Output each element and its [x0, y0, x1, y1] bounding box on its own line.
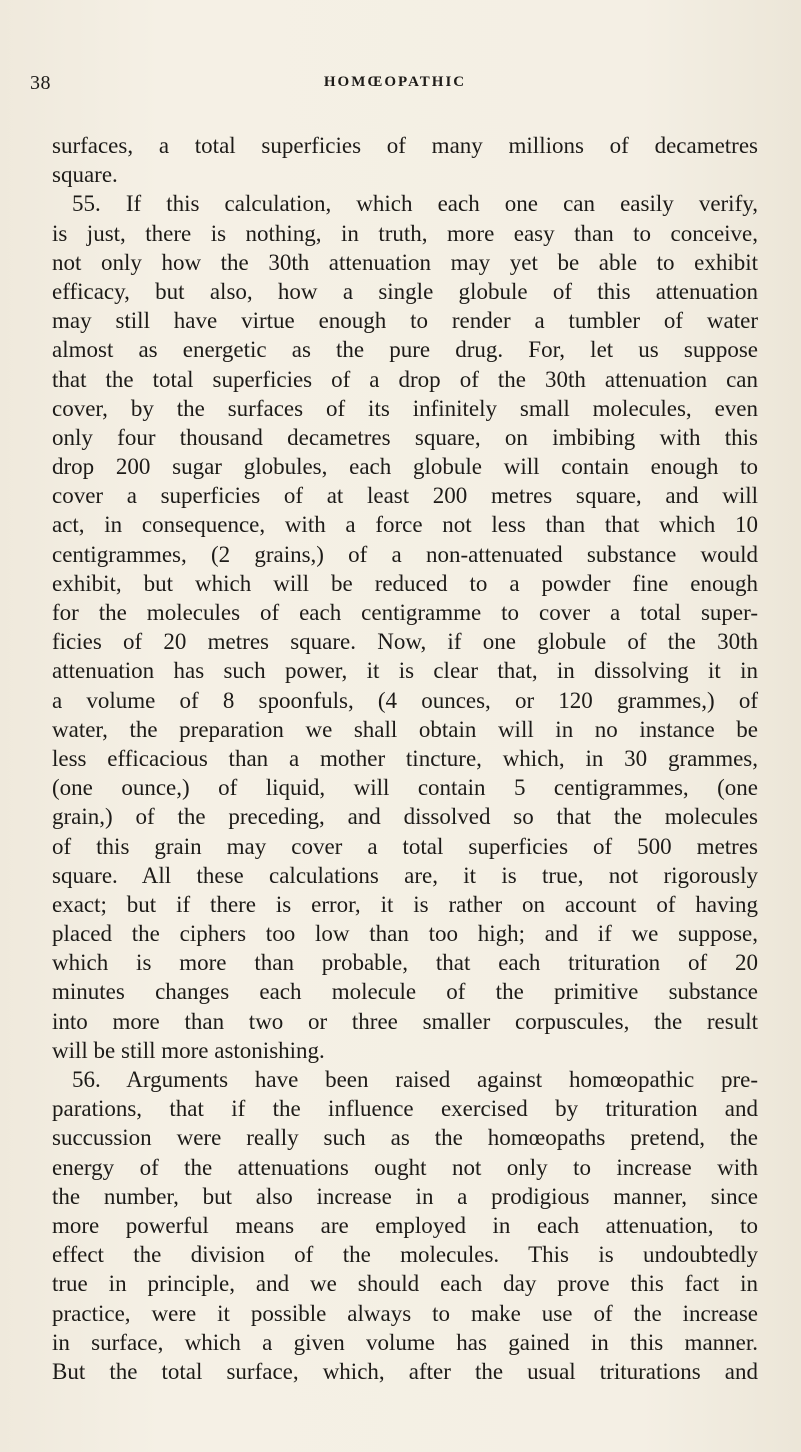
text-line: placed the ciphers too low than too high; and if we suppose, — [52, 921, 758, 947]
text-line: will be still more astonishing. — [52, 1037, 325, 1063]
text-line: 56. Arguments have been raised against homœopathic pre- — [72, 1067, 758, 1092]
text-line: exact; but if there is error, it is rather on account of having — [52, 891, 758, 917]
text-line: surfaces, a total superficies of many millions of decametres — [52, 133, 758, 158]
text-line: square. All these calculations are, it is true, not rigorously — [52, 862, 758, 888]
text-line: drop 200 sugar globules, each globule will contain enough to — [52, 454, 758, 480]
text-line: is just, there is nothing, in truth, more easy than to conceive, — [52, 220, 758, 246]
text-line: more powerful means are employed in each attenuation, to — [52, 1212, 758, 1238]
text-line: practice, were it possible always to make use of the increase — [52, 1300, 758, 1326]
page-header — [30, 72, 760, 102]
text-line: into more than two or three smaller corpuscules, the result — [52, 1008, 758, 1034]
text-line: energy of the attenuations ought not only to increase with — [52, 1154, 758, 1180]
text-line: true in principle, and we should each day prove this fact in — [52, 1271, 758, 1297]
text-line: minutes changes each molecule of the primitive substance — [52, 979, 758, 1005]
page-number: 38 — [30, 72, 51, 94]
text-line: But the total surface, which, after the usual triturations and — [52, 1358, 758, 1384]
text-line: centigrammes, (2 grains,) of a non-attenuated substance would — [52, 541, 758, 567]
text-line: efficacy, but also, how a single globule of this attenuation — [52, 278, 758, 304]
text-line: a volume of 8 spoonfuls, (4 ounces, or 120 grammes,) of — [52, 687, 758, 713]
text-line: effect the division of the molecules. This is undoubtedly — [52, 1242, 758, 1268]
text-line: may still have virtue enough to render a tumbler of water — [52, 308, 758, 334]
text-line: which is more than probable, that each trituration of 20 — [52, 950, 758, 976]
text-line: 55. If this calculation, which each one can easily verify, — [72, 191, 758, 217]
text-line: not only how the 30th attenuation may yet be able to exhibit — [52, 249, 758, 275]
text-line: in surface, which a given volume has gained in this manner. — [52, 1329, 758, 1355]
text-line: less efficacious than a mother tincture, which, in 30 grammes, — [52, 745, 758, 771]
body-text — [52, 131, 758, 1386]
text-line: exhibit, but which will be reduced to a powder fine enough — [52, 570, 758, 596]
text-line: of this grain may cover a total superficies of 500 metres — [52, 833, 758, 859]
text-line: (one ounce,) of liquid, will contain 5 centigrammes, (one — [52, 775, 758, 801]
text-line: only four thousand decametres square, on imbibing with this — [52, 424, 758, 450]
text-line: attenuation has such power, it is clear that, in dissolving it in — [52, 658, 758, 684]
text-line: cover a superficies of at least 200 metres square, and will — [52, 483, 758, 509]
text-line: ficies of 20 metres square. Now, if one globule of the 30th — [52, 629, 758, 655]
running-head: HOMŒOPATHIC — [323, 74, 467, 90]
text-line: for the molecules of each centigramme to cover a total super- — [52, 600, 758, 625]
text-line: grain,) of the preceding, and dissolved so that the molecules — [52, 804, 758, 830]
text-line: succussion were really such as the homœopaths pretend, the — [52, 1125, 758, 1151]
text-line: parations, that if the influence exercised by trituration and — [52, 1096, 758, 1122]
text-line: that the total superficies of a drop of the 30th attenuation can — [52, 366, 758, 392]
text-line: square. — [52, 162, 118, 188]
text-line: cover, by the surfaces of its infinitely small molecules, even — [52, 395, 758, 421]
text-line: water, the preparation we shall obtain will in no instance be — [52, 716, 758, 742]
text-line: almost as energetic as the pure drug. For, let us suppose — [52, 337, 758, 363]
text-line: act, in consequence, with a force not less than that which 10 — [52, 512, 758, 538]
text-line: the number, but also increase in a prodigious manner, since — [52, 1183, 758, 1209]
